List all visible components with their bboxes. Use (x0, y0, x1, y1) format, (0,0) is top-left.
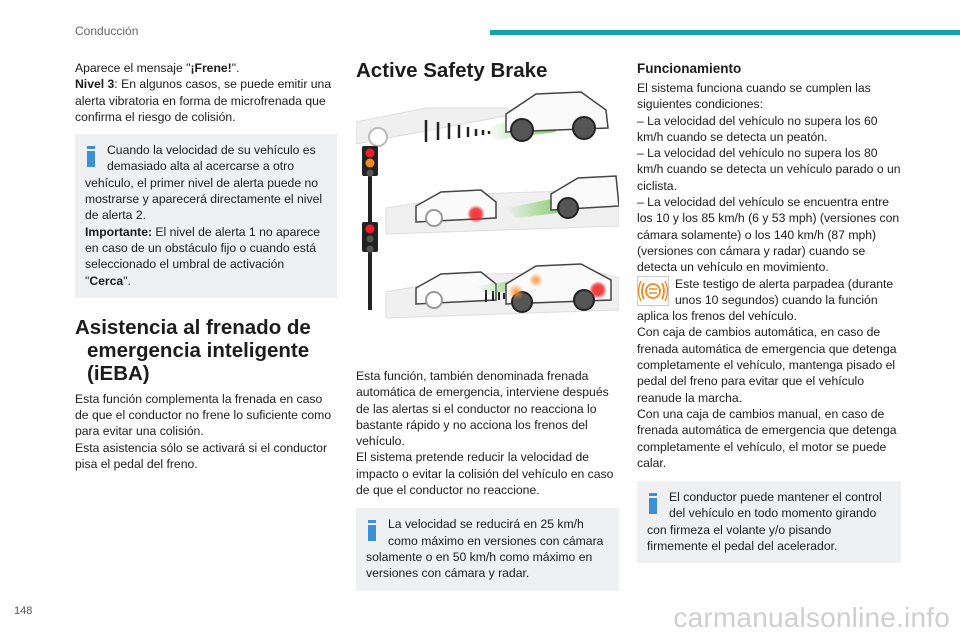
control-info-note (637, 481, 901, 563)
important-label: Importante: (85, 224, 153, 239)
note-important (85, 224, 327, 289)
condition-stopped-vehicle: – La velocidad del vehículo no supera los 80 km/h cuando se detecta un vehículo parado o un ciclista. (637, 146, 901, 193)
asb-illustration (356, 90, 619, 302)
asb-paragraph-1: Esta función, también denominada frenada automática de emergencia, interviene después de las alertas si el conductor no reacciona lo bastante rápido y no acciona los frenos del vehículo. (356, 369, 609, 449)
page-number: 148 (14, 605, 33, 617)
warning-lamp-row (637, 276, 901, 309)
heading-line: Asistencia al frenado de (75, 315, 311, 339)
asb-info-note (356, 508, 619, 590)
brake-message: ¡Frene! (190, 61, 232, 75)
text: El nivel de alerta 1 no aparece en caso de un obstáculo fijo o cuando está seleccionado el umbral de activación " (85, 224, 321, 288)
brake-message-paragraph (75, 60, 337, 125)
text: ". (123, 273, 131, 288)
ieba-heading (75, 316, 337, 385)
brake-warning-lamp-icon (637, 276, 669, 306)
column-2 (356, 60, 619, 591)
note-rest: solamente o en 50 km/h como máximo en versiones con cámara y radar. (366, 549, 593, 581)
conditions-intro: El sistema funciona cuando se cumplen las siguientes condiciones: (637, 81, 871, 112)
info-icon (368, 520, 376, 541)
header-accent-bar (490, 30, 960, 35)
threshold-name: Cerca (89, 273, 124, 288)
info-icon (87, 146, 95, 167)
condition-pedestrian: – La velocidad del vehículo no supera los 60 km/h cuando se detecta un peatón. (637, 113, 878, 144)
note-lead: La velocidad se reducirá en 25 km/h como máximo en versiones con cámara (388, 517, 604, 548)
column-3 (637, 60, 901, 563)
condition-moving-vehicle: – La velocidad del vehículo se encuentra entre los 10 y los 85 km/h (6 y 53 mph) (versiones con cámara solamente) o los 140 km/h (87 mph) (versiones con cámara y radar) cuando se detecta un vehículo en movimiento. (637, 195, 900, 275)
scene-braking (362, 222, 619, 318)
scene-normal (356, 92, 608, 146)
note-lead: Cuando la velocidad de su vehículo es demasiado alta al acercarse a otro (107, 143, 316, 174)
level3-label: Nivel 3 (75, 77, 115, 92)
note-lead: El conductor puede mantener el control del vehículo en todo momento girando (669, 490, 882, 521)
level3-text: : En algunos casos, se puede emitir una alerta vibratoria en forma de microfrenada que confirma el riesgo de colisión. (75, 77, 332, 124)
note-rest: vehículo, el primer nivel de alerta puede no mostrarse y aparecerá directamente el nivel de alerta 2. (85, 175, 323, 223)
text: Aparece el mensaje " (75, 61, 191, 75)
text: ". (231, 61, 240, 75)
scene-warning (362, 146, 619, 234)
ieba-paragraph-2: Esta asistencia sólo se activará si el conductor pisa el pedal del freno. (75, 440, 327, 472)
warning-lamp-text: Este testigo de alerta parpadea (durante unos 10 segundos) cuando la función (675, 276, 894, 307)
ieba-paragraph-1: Esta función complementa la frenada en caso de que el conductor no frene lo suficiente como para evitar una colisión. (75, 391, 332, 439)
manual-gearbox-paragraph: Con una caja de cambios manual, en caso de frenada automática de emergencia que detenga completamente el vehículo, el motor se puede calar. (637, 406, 897, 470)
heading-line: (iEBA) (87, 361, 150, 385)
asb-paragraph-2: El sistema pretende reducir la velocidad de impacto o evitar la colisión del vehículo en caso de que el conductor no reaccione. (356, 450, 614, 498)
info-icon (649, 493, 657, 514)
info-note (75, 134, 337, 298)
warning-lamp-text-rest: aplica los frenos del vehículo. (637, 309, 797, 324)
section-label: Conducción (75, 24, 139, 38)
automatic-gearbox-paragraph: Con caja de cambios automática, en caso de frenada automática de emergencia que detenga completamente el vehículo, mantenga pisado el pedal del freno para evitar que el vehículo reanude la marcha. (637, 325, 897, 405)
note-rest: con firmeza el volante y/o pisando firmemente el pedal del acelerador. (647, 522, 838, 554)
watermark: carmanualsonline.info (673, 602, 950, 633)
heading-line: emergencia inteligente (87, 338, 310, 362)
asb-diagram-svg (356, 84, 619, 334)
funcionamiento-heading: Funcionamiento (637, 61, 742, 76)
asb-heading: Active Safety Brake (356, 59, 548, 82)
column-1 (75, 60, 337, 472)
